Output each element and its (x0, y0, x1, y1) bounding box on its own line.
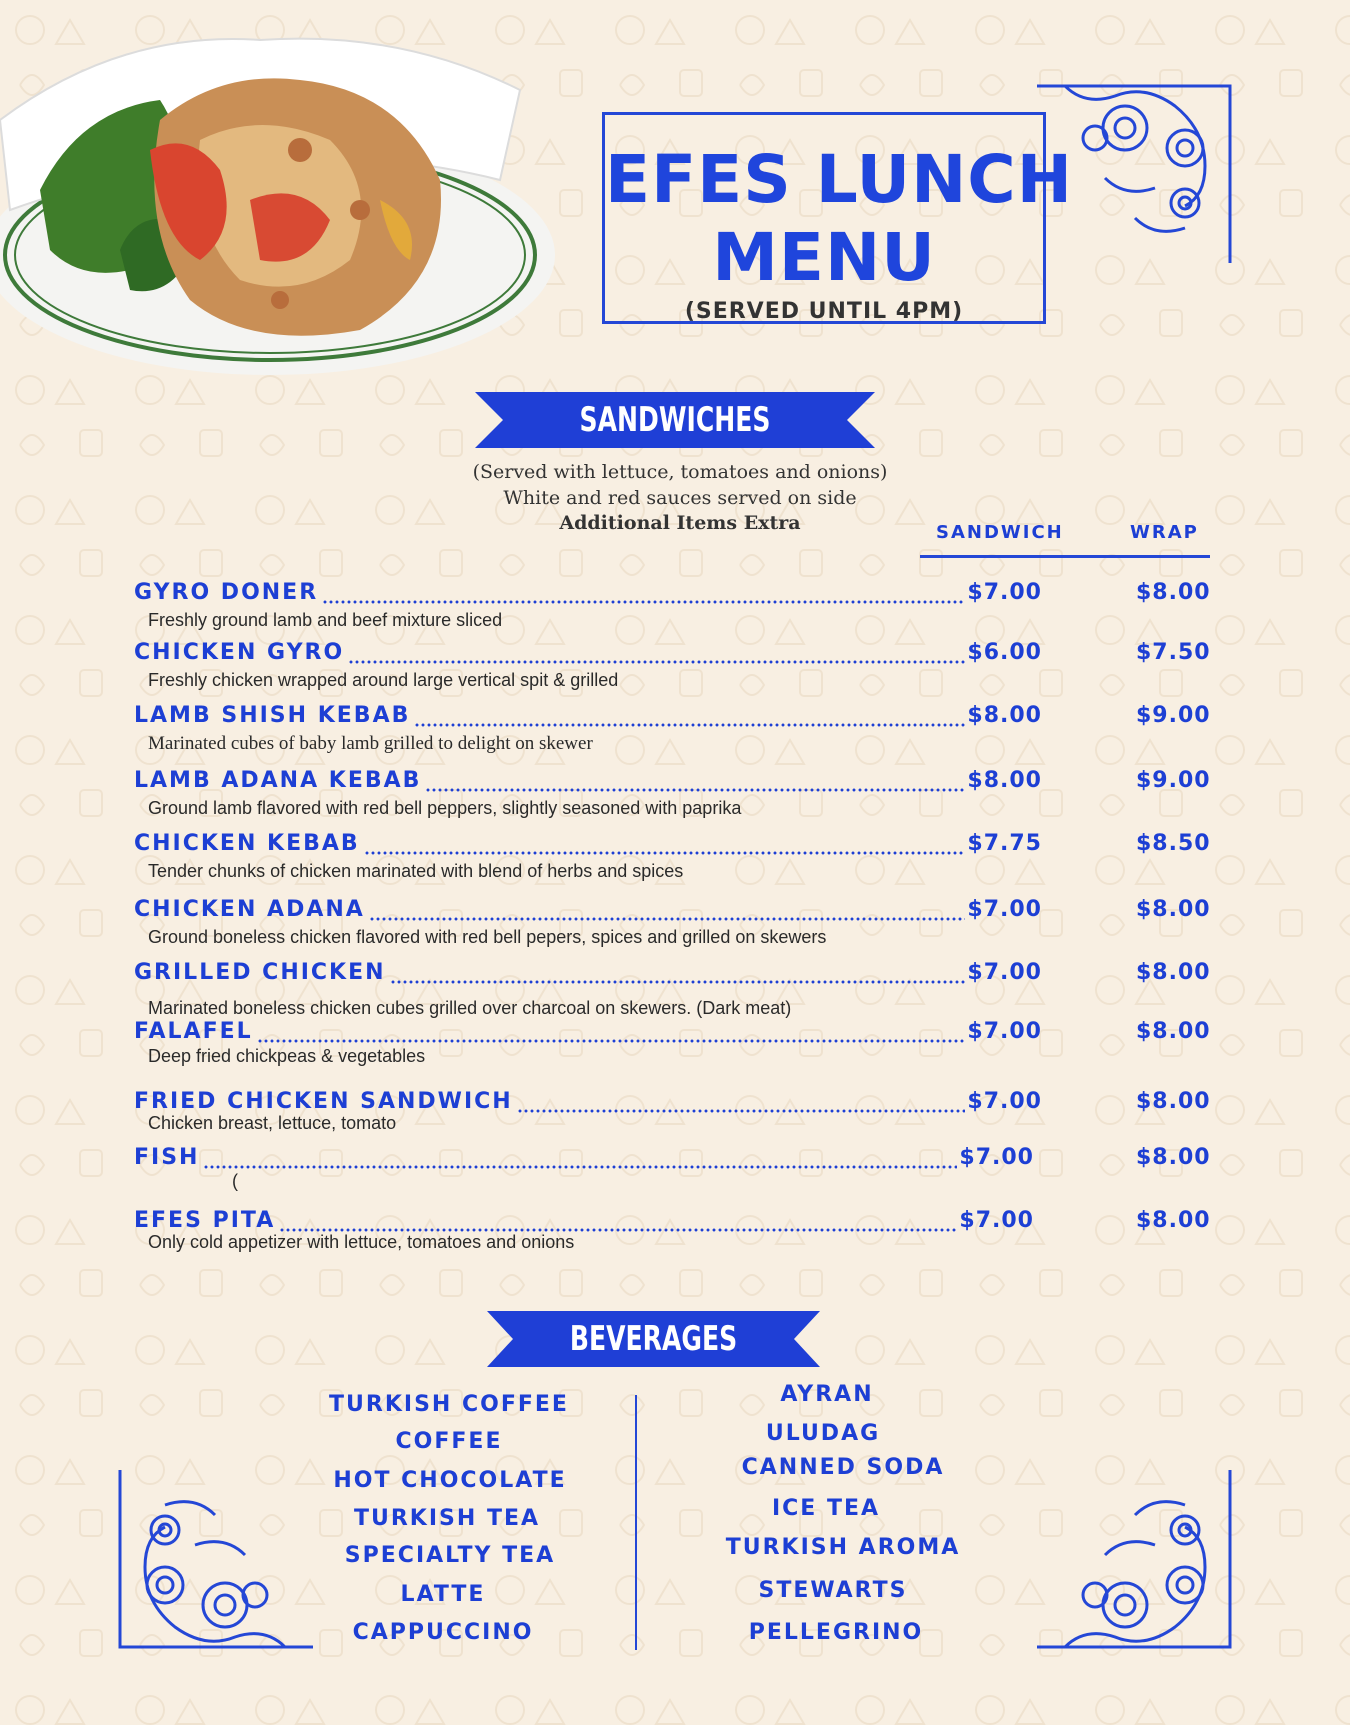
item-name: LAMB ADANA KEBAB (134, 768, 422, 793)
menu-item-lamb-shish-kebab (134, 703, 1234, 763)
item-description: Freshly chicken wrapped around large vertical spit & grilled (148, 670, 619, 690)
item-description: Tender chunks of chicken marinated with blend of herbs and spices (148, 861, 684, 881)
beverage-item: TURKISH COFFEE (329, 1392, 569, 1417)
item-price-sandwich: $6.00 (967, 640, 1042, 665)
gyro-plate-photo (0, 0, 560, 390)
item-price-sandwich: $7.00 (967, 1019, 1042, 1044)
beverage-item: AYRAN (780, 1382, 874, 1407)
menu-title-line1: EFES LUNCH (605, 141, 1073, 218)
item-price-sandwich: $8.00 (967, 768, 1042, 793)
item-description: Marinated boneless chicken cubes grilled over charcoal on skewers. (Dark meat) (148, 998, 792, 1018)
beverage-item: PELLEGRINO (748, 1620, 924, 1645)
menu-item-falafel (134, 1019, 1234, 1079)
column-header-rule (920, 555, 1210, 558)
item-price-wrap: $8.00 (1136, 1019, 1211, 1044)
ornament-corner-top-right-icon (1035, 78, 1235, 268)
beverage-item: STEWARTS (758, 1578, 908, 1603)
item-price-sandwich: $7.00 (967, 580, 1042, 605)
leader-dots (369, 917, 966, 921)
beverages-heading: BEVERAGES (569, 1319, 738, 1359)
beverage-item: LATTE (400, 1582, 486, 1607)
title-box (602, 112, 1073, 324)
menu-item-chicken-kebab (134, 831, 1234, 891)
ornament-corner-bottom-left-icon (115, 1465, 315, 1655)
item-price-sandwich: $7.75 (967, 831, 1042, 856)
menu-item-chicken-gyro (134, 640, 1234, 700)
item-name: FALAFEL (134, 1019, 253, 1044)
item-name: CHICKEN ADANA (134, 897, 365, 922)
item-description: Deep fried chickpeas & vegetables (148, 1046, 426, 1066)
menu-item-fried-chicken-sandwich (134, 1089, 1234, 1149)
item-price-wrap: $8.00 (1136, 1208, 1211, 1233)
beverage-item: TURKISH AROMA (725, 1535, 961, 1560)
leader-dots (364, 851, 966, 855)
beverage-item: COFFEE (395, 1429, 503, 1454)
column-header-wrap: WRAP (1130, 522, 1199, 543)
item-name: GYRO DONER (134, 580, 319, 605)
item-price-wrap: $8.00 (1136, 580, 1211, 605)
menu-item-gyro-doner (134, 580, 1234, 640)
item-price-wrap: $7.50 (1136, 640, 1211, 665)
beverage-item: TURKISH TEA (353, 1506, 541, 1531)
item-price-wrap: $8.00 (1136, 960, 1211, 985)
sandwiches-note-1: (Served with lettuce, tomatoes and onions) (472, 461, 888, 483)
item-price-sandwich: $7.00 (967, 897, 1042, 922)
sandwiches-note-2: White and red sauces served on side (503, 487, 857, 509)
beverage-item: ULUDAG (765, 1421, 881, 1446)
leader-dots (322, 600, 965, 604)
item-description: Ground lamb flavored with red bell peppers, slightly seasoned with paprika (148, 798, 742, 818)
beverage-item: SPECIALTY TEA (344, 1543, 556, 1568)
sandwiches-note-3: Additional Items Extra (559, 512, 801, 534)
item-name: LAMB SHISH KEBAB (134, 703, 411, 728)
menu-item-grilled-chicken (134, 960, 1234, 1020)
item-name: GRILLED CHICKEN (134, 960, 386, 985)
leader-dots (203, 1165, 957, 1169)
leader-dots (348, 660, 965, 664)
item-name: CHICKEN KEBAB (134, 831, 360, 856)
item-name: FISH (134, 1145, 200, 1170)
menu-item-efes-pita (134, 1208, 1234, 1268)
menu-item-chicken-adana (134, 897, 1234, 957)
item-price-wrap: $8.00 (1136, 897, 1211, 922)
column-header-sandwich: SANDWICH (936, 522, 1064, 543)
item-price-sandwich: $8.00 (967, 703, 1042, 728)
beverage-item: CAPPUCCINO (352, 1620, 534, 1645)
item-price-sandwich: $7.00 (967, 1089, 1042, 1114)
item-name: FRIED CHICKEN SANDWICH (134, 1089, 513, 1114)
menu-subtitle: (SERVED UNTIL 4PM) (684, 299, 964, 324)
sandwiches-heading: SANDWICHES (579, 400, 771, 440)
item-price-wrap: $8.00 (1136, 1145, 1211, 1170)
beverage-item: HOT CHOCOLATE (333, 1468, 567, 1493)
sandwiches-banner (475, 392, 875, 448)
item-description: Chicken breast, lettuce, tomato (148, 1113, 397, 1133)
leader-dots (425, 788, 965, 792)
leader-dots (517, 1109, 966, 1113)
beverages-divider (635, 1395, 637, 1650)
item-price-wrap: $9.00 (1136, 703, 1211, 728)
leader-dots (414, 723, 965, 727)
item-description: Only cold appetizer with lettuce, tomatoes and onions (148, 1232, 575, 1252)
item-price-sandwich: $7.00 (967, 960, 1042, 985)
leader-dots (390, 980, 966, 984)
item-price-wrap: $9.00 (1136, 768, 1211, 793)
item-description: Marinated cubes of baby lamb grilled to delight on skewer (148, 733, 593, 754)
item-name: EFES PITA (134, 1208, 276, 1233)
item-name: CHICKEN GYRO (134, 640, 345, 665)
beverage-item: CANNED SODA (741, 1455, 945, 1480)
beverage-item: ICE TEA (771, 1496, 881, 1521)
item-price-wrap: $8.50 (1136, 831, 1211, 856)
item-price-sandwich: $7.00 (959, 1145, 1034, 1170)
menu-item-fish (134, 1145, 1234, 1205)
ornament-corner-bottom-right-icon (1035, 1465, 1235, 1655)
leader-dots (257, 1039, 966, 1043)
item-description: ( (232, 1171, 238, 1191)
beverages-banner (487, 1311, 820, 1367)
item-price-wrap: $8.00 (1136, 1089, 1211, 1114)
item-description: Ground boneless chicken flavored with red bell pepers, spices and grilled on skewers (148, 927, 827, 947)
item-description: Freshly ground lamb and beef mixture sliced (148, 610, 503, 630)
item-price-sandwich: $7.00 (959, 1208, 1034, 1233)
menu-item-lamb-adana-kebab (134, 768, 1234, 828)
menu-title-line2: MENU (712, 219, 936, 296)
